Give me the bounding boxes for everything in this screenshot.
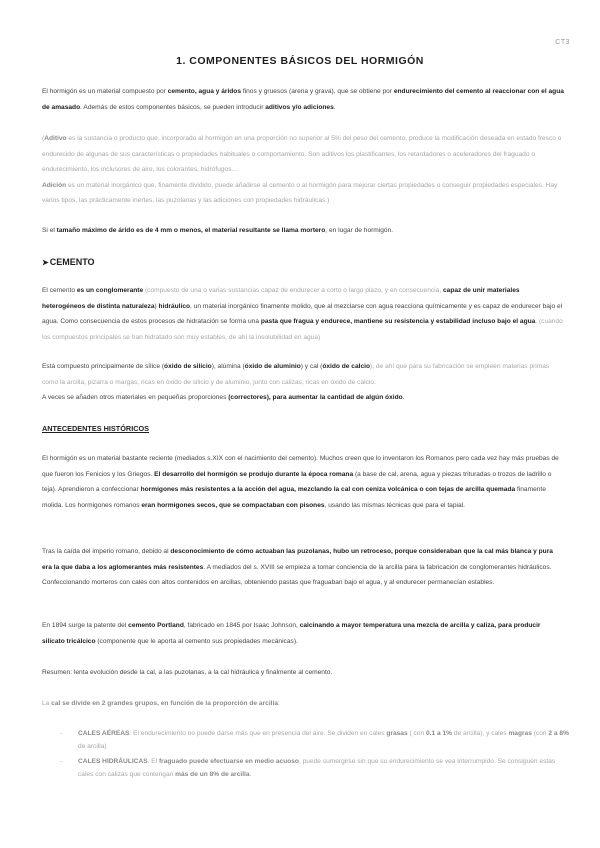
intro-paragraph: El hormigón es un material compuesto por cemento, agua y áridos finos y gruesos (arena y grava), que se obtiene por endurecimiento del cemento al reaccionar con el agua de amasado. Además de estos componentes básicos, se pueden introducir aditivos y/o adiciones. — [42, 88, 564, 111]
additives-paragraph: (Aditivo es la sustancia o producto que, incorporado al hormigón en una proporción no superior al 5% del peso del cemento, produce la modificación deseada en estado fresco o endurecido de algunas de sus características o propiedades habituales o comportamiento. Son aditivos los plastificantes, los retardadores o aceleradores del fraguado o endurecimiento, los inclusores de aire, los colorantes, hidrófugos… Adición es un material inorgánico que, finamente dividido, puede añadirse al cemento o al hormigón para mejorar ciertas propiedades o conseguir propiedades especiales. Hay varios tipos, las prácticamente inertes, las puzolanas y las adiciones con propiedades hidráulicas.) — [42, 135, 562, 204]
dash-bullet: - — [60, 730, 63, 737]
cal-intro-paragraph: La cal se divide en 2 grandes grupos, en función de la proporción de arcilla: — [42, 700, 280, 707]
mortar-paragraph: Si el tamaño máximo de árido es de 4 mm o menos, el material resultante se llama mortero, en lugar de hormigón. — [42, 227, 394, 234]
list-item-cales-hidraulicas: - CALES HIDRÁULICAS. El fraguado puede efectuarse en medio acuoso, puede sumergirse sin que su endurecimiento se vea interrumpido. Se consiguen estas cales con calizas que contengan más de un 8% de arcilla. — [60, 755, 570, 781]
cal-types-list — [60, 727, 570, 783]
dash-bullet: - — [60, 758, 63, 765]
page-title: 1. COMPONENTES BÁSICOS DEL HORMIGÓN — [176, 55, 424, 67]
cemento-paragraph-2: Está compuesto principalmente de sílice (óxido de silicio), alúmina (óxido de aluminio) y cal (óxido de calcio), de ahí que para su fabricación se empleen materias primas como la arcilla, pizarra o margas, ricas en óxido de silicio y de aluminio, junto con calizas, ricas en óxido de calcio. A veces se añaden otros materiales en pequeñas proporciones (correctores), para aumentar la cantidad de algún óxido. — [42, 363, 550, 401]
arrow-bullet-icon: ➤ — [42, 258, 49, 267]
summary-paragraph: Resumen: lenta evolución desde la cal, a las puzolanas, a la cal hidráulica y finalmente al cemento. — [42, 669, 333, 676]
page-label: CT3 — [555, 39, 570, 46]
section-heading-antecedentes: ANTECEDENTES HISTÓRICOS — [42, 424, 150, 433]
history-paragraph-3: En 1894 surge la patente del cemento Portland, fabricado en 1845 por Isaac Johnson, calcinando a mayor temperatura una mezcla de arcilla y caliza, para producir silicato tricálcico (componente que le aporta al cemento sus propiedades mecánicas). — [42, 622, 541, 645]
history-paragraph-2: Tras la caída del imperio romano, debido al desconocimiento de cómo actuaban las puzolanas, hubo un retroceso, porque consideraban que la cal más blanca y pura era la que daba a los aglomerantes más resistentes. A mediados del s. XVIII se empieza a tomar conciencia de la arcilla para la fabricación de conglomerantes hidráulicos. Confeccionando morteros con cales con altos contenidos en arcillas, obteniendo pastas que fraguaban bajo el agua, y al endurecer permanecían estables. — [42, 548, 553, 586]
cemento-paragraph-1: El cemento es un conglomerante (compuesto de una o varias sustancias capaz de endurecer a corto o largo plazo, y en consecuencia, capaz de unir materiales heterogéneos de distinta naturaleza) hidráulico, un material inorgánico finamente molido, que al mezclarse con agua reacciona químicamente y es capaz de endurecer bajo el agua. Como consecuencia de estos procesos de hidratación se forma una pasta que fragua y endurece, mantiene su resistencia y estabilidad incluso bajo el agua. (cuando los compuestos principales se han hidratado son muy estables, de ahí la insolubilidad en agua) — [42, 287, 563, 341]
history-paragraph-1: El hormigón es un material bastante reciente (mediados s.XIX con el nacimiento del cemento). Muchos creen que lo inventaron los Romanos pero cada vez hay más pruebas de que fueron los Fenicios y los Griegos. El desarrollo del hormigón se produjo durante la época romana (a base de cal, arena, agua y piezas trituradas o trozos de ladrillo o teja). Aprendieron a confeccionar hormigones más resistentes a la acción del agua, mezclando la cal con ceniza volcánica o con tejas de arcilla quemada finamente molida. Los hormigones romanos eran hormigones secos, que se compactaban con pisones, usando las mismas técnicas que para el tapial. — [42, 455, 559, 509]
list-item-cales-aereas: - CALES AÉREAS: El endurecimiento no puede darse más que en presencia del aire. Se dividen en cales grasas ( con 0.1 a 1% de arcilla), y cales magras (con 2 a 8% de arcilla) — [60, 727, 570, 753]
section-heading-cemento: ➤CEMENTO — [42, 257, 95, 267]
